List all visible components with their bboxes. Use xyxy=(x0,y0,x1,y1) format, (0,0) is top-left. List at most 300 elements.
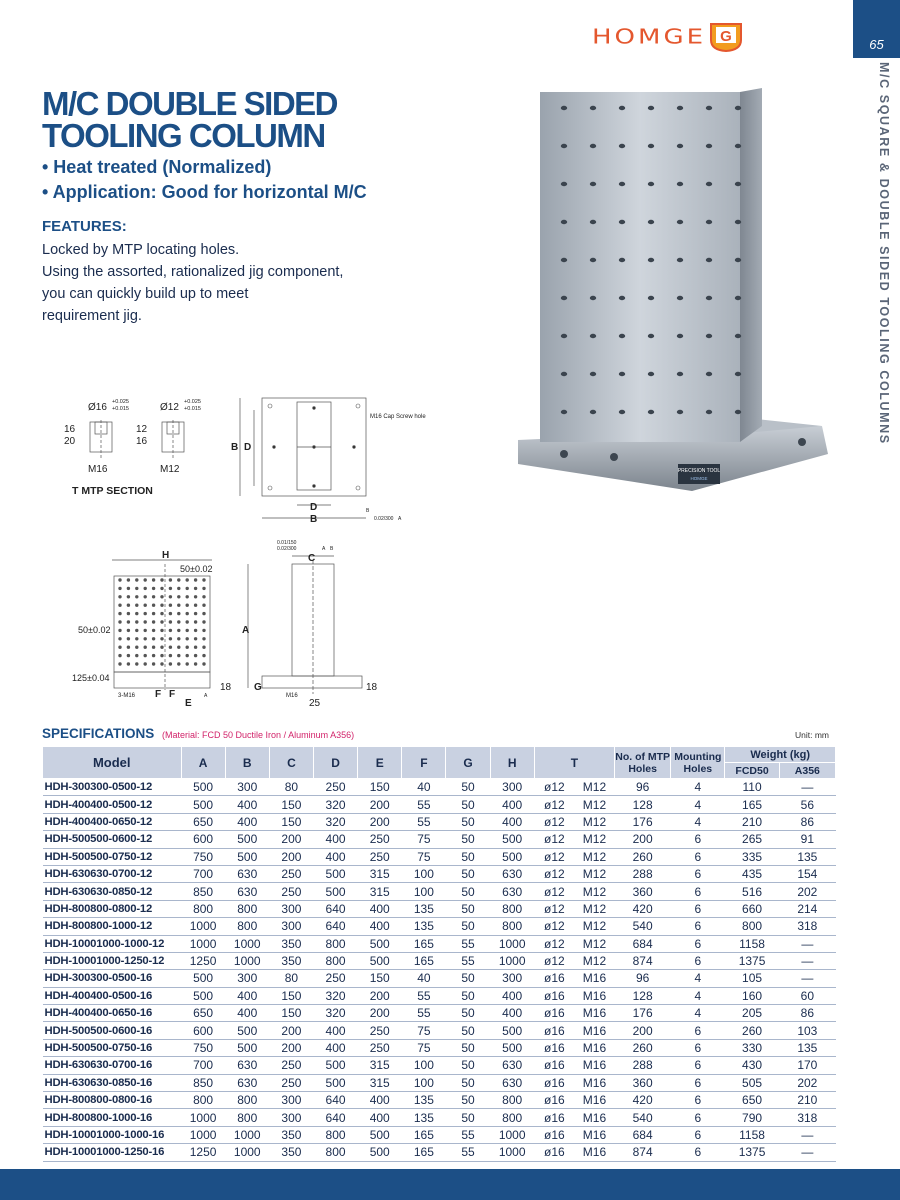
table-row xyxy=(43,1039,836,1056)
table-cell: 6 xyxy=(671,848,725,865)
table-cell: 165 xyxy=(402,935,446,952)
table-cell: 400 xyxy=(490,1005,534,1022)
model-cell: HDH-630630-0850-16 xyxy=(43,1074,182,1091)
drawing-hole xyxy=(186,620,189,623)
drawing-hole xyxy=(186,654,189,657)
model-cell: HDH-800800-1000-16 xyxy=(43,1109,182,1126)
table-cell: ø16 xyxy=(534,1092,574,1109)
table-cell: 96 xyxy=(615,779,671,796)
model-cell: HDH-400400-0500-16 xyxy=(43,987,182,1004)
table-cell: M16 xyxy=(574,1126,614,1143)
table-cell: 430 xyxy=(725,1057,779,1074)
table-cell: ø12 xyxy=(534,952,574,969)
svg-text:F: F xyxy=(169,689,176,700)
table-cell: M16 xyxy=(574,1109,614,1126)
table-row xyxy=(43,1074,836,1091)
table-cell: 4 xyxy=(671,987,725,1004)
model-cell: HDH-400400-0650-12 xyxy=(43,813,182,830)
table-cell: ø16 xyxy=(534,1126,574,1143)
table-cell: 500 xyxy=(313,865,357,882)
feature-line: requirement jig. xyxy=(42,308,142,324)
table-cell: ø12 xyxy=(534,848,574,865)
drawing-hole xyxy=(169,662,172,665)
drawing-hole xyxy=(202,662,205,665)
svg-text:18: 18 xyxy=(366,682,378,693)
table-cell: 800 xyxy=(181,900,225,917)
table-cell: 800 xyxy=(225,900,269,917)
mtp-d12-label: Ø12 xyxy=(160,402,179,413)
table-cell: 500 xyxy=(313,1057,357,1074)
drawing-hole xyxy=(152,662,155,665)
table-cell: 800 xyxy=(225,1092,269,1109)
table-cell: M16 xyxy=(574,1022,614,1039)
table-cell: ø12 xyxy=(534,883,574,900)
drawing-hole xyxy=(177,604,180,607)
table-cell: 800 xyxy=(490,900,534,917)
table-cell: 500 xyxy=(358,952,402,969)
table-cell: 86 xyxy=(779,1005,835,1022)
table-cell: ø12 xyxy=(534,779,574,796)
table-cell: 500 xyxy=(358,935,402,952)
unit-label: Unit: mm xyxy=(795,730,829,740)
drawing-hole xyxy=(194,646,197,649)
table-cell: 400 xyxy=(225,987,269,1004)
drawing-hole xyxy=(202,637,205,640)
drawing-hole xyxy=(194,578,197,581)
table-cell: 200 xyxy=(615,831,671,848)
table-cell: M12 xyxy=(574,935,614,952)
drawing-hole xyxy=(118,620,121,623)
drawing-hole xyxy=(160,646,163,649)
table-row xyxy=(43,1126,836,1143)
table-cell: 800 xyxy=(490,918,534,935)
svg-text:F: F xyxy=(155,689,162,700)
svg-text:12: 12 xyxy=(136,424,148,435)
drawing-hole xyxy=(152,646,155,649)
drawing-hole xyxy=(127,604,130,607)
table-cell: 4 xyxy=(671,779,725,796)
table-cell: 50 xyxy=(446,883,490,900)
table-cell: 315 xyxy=(358,1074,402,1091)
table-cell: 1000 xyxy=(490,1144,534,1161)
table-cell: ø16 xyxy=(534,1057,574,1074)
drawing-hole xyxy=(135,620,138,623)
table-cell: ø12 xyxy=(534,935,574,952)
table-cell: ø16 xyxy=(534,1039,574,1056)
table-cell: 1000 xyxy=(225,1126,269,1143)
table-cell: 200 xyxy=(615,1022,671,1039)
drawing-hole xyxy=(169,612,172,615)
table-cell: 150 xyxy=(269,987,313,1004)
table-cell: 50 xyxy=(446,831,490,848)
table-cell: 4 xyxy=(671,813,725,830)
table-cell: 75 xyxy=(402,848,446,865)
table-cell: 400 xyxy=(358,900,402,917)
table-cell: 300 xyxy=(269,900,313,917)
table-row xyxy=(43,848,836,865)
table-cell: ø16 xyxy=(534,1005,574,1022)
drawing-hole xyxy=(127,637,130,640)
table-cell: 750 xyxy=(181,848,225,865)
svg-text:D: D xyxy=(310,502,318,513)
drawing-hole xyxy=(194,654,197,657)
table-cell: 210 xyxy=(779,1092,835,1109)
table-cell: 850 xyxy=(181,883,225,900)
table-cell: 684 xyxy=(615,1126,671,1143)
table-cell: 400 xyxy=(358,1109,402,1126)
drawing-hole xyxy=(160,578,163,581)
footer-bar xyxy=(0,1169,900,1200)
drawing-hole xyxy=(160,612,163,615)
table-cell: 320 xyxy=(313,1005,357,1022)
table-cell: 50 xyxy=(446,1074,490,1091)
table-cell: 320 xyxy=(313,987,357,1004)
feature-line: Using the assorted, rationalized jig component, xyxy=(42,264,344,280)
table-cell: 150 xyxy=(269,1005,313,1022)
svg-text:M16: M16 xyxy=(88,464,108,475)
drawing-hole xyxy=(144,587,147,590)
col-header-b: B xyxy=(225,747,269,779)
table-cell: M16 xyxy=(574,970,614,987)
table-cell: 684 xyxy=(615,935,671,952)
table-cell: 400 xyxy=(313,831,357,848)
drawing-hole xyxy=(152,629,155,632)
table-cell: 1158 xyxy=(725,935,779,952)
svg-text:B: B xyxy=(231,442,239,453)
col-header-f: F xyxy=(402,747,446,779)
specs-table-body xyxy=(43,779,836,1162)
table-cell: 260 xyxy=(615,1039,671,1056)
drawing-hole xyxy=(118,637,121,640)
table-cell: 435 xyxy=(725,865,779,882)
drawing-hole xyxy=(160,595,163,598)
table-cell: — xyxy=(779,779,835,796)
table-cell: 750 xyxy=(181,1039,225,1056)
drawing-hole xyxy=(177,637,180,640)
table-cell: 318 xyxy=(779,918,835,935)
table-cell: 50 xyxy=(446,1005,490,1022)
col-header-mounting: Mounting Holes xyxy=(671,747,725,779)
svg-text:M16: M16 xyxy=(286,693,298,699)
drawing-hole xyxy=(152,587,155,590)
table-cell: — xyxy=(779,1126,835,1143)
table-cell: 50 xyxy=(446,987,490,1004)
drawing-hole xyxy=(118,595,121,598)
table-cell: M12 xyxy=(574,952,614,969)
table-cell: 500 xyxy=(358,1144,402,1161)
svg-text:A: A xyxy=(204,693,208,699)
svg-text:PRECISION TOOL: PRECISION TOOL xyxy=(677,468,721,474)
svg-text:+0.025: +0.025 xyxy=(112,399,129,405)
drawing-hole xyxy=(177,629,180,632)
table-row xyxy=(43,970,836,987)
drawing-hole xyxy=(177,662,180,665)
svg-text:C: C xyxy=(308,553,316,564)
table-cell: 260 xyxy=(615,848,671,865)
table-row xyxy=(43,883,836,900)
drawing-hole xyxy=(127,595,130,598)
svg-text:D: D xyxy=(244,442,252,453)
table-cell: 200 xyxy=(358,1005,402,1022)
table-cell: 176 xyxy=(615,1005,671,1022)
drawing-hole xyxy=(144,612,147,615)
col-header-c: C xyxy=(269,747,313,779)
drawing-hole xyxy=(135,662,138,665)
svg-text:B: B xyxy=(366,508,370,514)
table-cell: 630 xyxy=(225,883,269,900)
table-cell: 400 xyxy=(490,987,534,1004)
table-cell: 6 xyxy=(671,883,725,900)
table-cell: 1000 xyxy=(181,918,225,935)
table-cell: 630 xyxy=(490,1057,534,1074)
model-cell: HDH-10001000-1000-12 xyxy=(43,935,182,952)
drawing-hole xyxy=(118,654,121,657)
drawing-hole xyxy=(169,620,172,623)
table-cell: 400 xyxy=(225,813,269,830)
table-cell: 205 xyxy=(725,1005,779,1022)
table-cell: 400 xyxy=(358,918,402,935)
model-cell: HDH-300300-0500-16 xyxy=(43,970,182,987)
table-cell: 400 xyxy=(313,1039,357,1056)
table-cell: 100 xyxy=(402,865,446,882)
svg-text:M16 Cap Screw hole: M16 Cap Screw hole xyxy=(370,414,426,420)
table-cell: 600 xyxy=(181,831,225,848)
table-cell: 320 xyxy=(313,813,357,830)
table-cell: 500 xyxy=(313,883,357,900)
col-header-t: T xyxy=(534,747,614,779)
drawing-hole xyxy=(127,654,130,657)
table-cell: 300 xyxy=(269,1109,313,1126)
table-cell: M16 xyxy=(574,1074,614,1091)
table-cell: 500 xyxy=(358,1126,402,1143)
table-row xyxy=(43,1005,836,1022)
table-cell: 1000 xyxy=(490,952,534,969)
table-cell: 874 xyxy=(615,952,671,969)
drawing-hole xyxy=(152,612,155,615)
table-cell: 250 xyxy=(269,1074,313,1091)
table-cell: 135 xyxy=(779,848,835,865)
table-cell: 1158 xyxy=(725,1126,779,1143)
drawing-hole xyxy=(194,629,197,632)
drawing-hole xyxy=(160,637,163,640)
table-row xyxy=(43,831,836,848)
table-cell: 50 xyxy=(446,1057,490,1074)
table-cell: ø16 xyxy=(534,970,574,987)
table-cell: — xyxy=(779,1144,835,1161)
drawing-hole xyxy=(135,612,138,615)
table-cell: 128 xyxy=(615,796,671,813)
table-cell: 660 xyxy=(725,900,779,917)
table-cell: 1000 xyxy=(490,1126,534,1143)
table-cell: 4 xyxy=(671,1005,725,1022)
drawing-hole xyxy=(127,612,130,615)
drawing-hole xyxy=(169,654,172,657)
table-cell: 630 xyxy=(225,1057,269,1074)
table-cell: 500 xyxy=(225,831,269,848)
table-cell: 50 xyxy=(446,1039,490,1056)
svg-text:125±0.04: 125±0.04 xyxy=(72,673,110,683)
table-cell: 540 xyxy=(615,918,671,935)
table-cell: 300 xyxy=(269,1092,313,1109)
drawing-hole xyxy=(160,629,163,632)
drawing-hole xyxy=(144,595,147,598)
table-cell: 6 xyxy=(671,900,725,917)
table-cell: M12 xyxy=(574,779,614,796)
table-cell: 400 xyxy=(490,796,534,813)
table-cell: 300 xyxy=(225,779,269,796)
drawing-hole xyxy=(144,646,147,649)
table-cell: 4 xyxy=(671,970,725,987)
table-cell: ø16 xyxy=(534,1074,574,1091)
table-cell: 800 xyxy=(490,1109,534,1126)
table-cell: 505 xyxy=(725,1074,779,1091)
drawing-hole xyxy=(177,646,180,649)
table-cell: 540 xyxy=(615,1109,671,1126)
table-cell: 1000 xyxy=(181,1126,225,1143)
svg-text:HOMGE: HOMGE xyxy=(690,476,708,481)
table-cell: 500 xyxy=(225,1022,269,1039)
drawing-hole xyxy=(177,587,180,590)
drawing-hole xyxy=(202,646,205,649)
table-cell: 50 xyxy=(446,779,490,796)
table-cell: 800 xyxy=(313,935,357,952)
drawing-hole xyxy=(169,578,172,581)
table-cell: 80 xyxy=(269,779,313,796)
side-section-title: M/C SQUARE & DOUBLE SIDED TOOLING COLUMNS xyxy=(877,62,891,445)
drawing-hole xyxy=(194,620,197,623)
table-cell: 250 xyxy=(358,831,402,848)
col-header-e: E xyxy=(358,747,402,779)
col-header-weight: Weight (kg) xyxy=(725,747,836,763)
table-cell: 150 xyxy=(358,779,402,796)
drawing-hole xyxy=(118,587,121,590)
drawing-hole xyxy=(160,604,163,607)
drawing-hole xyxy=(118,662,121,665)
table-cell: 265 xyxy=(725,831,779,848)
table-cell: ø16 xyxy=(534,1022,574,1039)
table-cell: 50 xyxy=(446,970,490,987)
table-cell: 400 xyxy=(313,1022,357,1039)
table-cell: — xyxy=(779,952,835,969)
table-cell: 630 xyxy=(225,865,269,882)
drawing-hole xyxy=(127,662,130,665)
table-cell: 75 xyxy=(402,1039,446,1056)
svg-text:0.02/300: 0.02/300 xyxy=(374,516,394,522)
col-header-a356: A356 xyxy=(779,763,835,779)
table-cell: 300 xyxy=(269,918,313,935)
table-cell: 103 xyxy=(779,1022,835,1039)
mtp-d16-label: Ø16 xyxy=(88,402,107,413)
table-row xyxy=(43,779,836,796)
table-cell: 135 xyxy=(402,1092,446,1109)
table-cell: ø12 xyxy=(534,831,574,848)
drawing-hole xyxy=(186,595,189,598)
table-cell: 135 xyxy=(402,900,446,917)
table-cell: 650 xyxy=(181,1005,225,1022)
table-cell: 55 xyxy=(402,987,446,1004)
svg-text:B: B xyxy=(330,546,334,552)
table-cell: 154 xyxy=(779,865,835,882)
table-cell: 500 xyxy=(181,796,225,813)
drawing-hole xyxy=(135,587,138,590)
table-cell: 640 xyxy=(313,918,357,935)
specs-material: (Material: FCD 50 Ductile Iron / Aluminum A356) xyxy=(162,730,355,740)
table-cell: 700 xyxy=(181,1057,225,1074)
table-cell: M12 xyxy=(574,900,614,917)
svg-text:A: A xyxy=(398,516,402,522)
table-cell: 250 xyxy=(269,865,313,882)
table-cell: 100 xyxy=(402,883,446,900)
table-cell: 6 xyxy=(671,1057,725,1074)
table-cell: ø12 xyxy=(534,796,574,813)
col-header-model: Model xyxy=(43,747,182,779)
drawing-hole xyxy=(160,662,163,665)
table-cell: 1375 xyxy=(725,1144,779,1161)
table-cell: 640 xyxy=(313,1109,357,1126)
table-cell: 360 xyxy=(615,883,671,900)
table-cell: 40 xyxy=(402,779,446,796)
svg-text:20: 20 xyxy=(64,436,76,447)
drawing-hole xyxy=(194,595,197,598)
drawing-hole xyxy=(127,620,130,623)
drawing-hole xyxy=(127,629,130,632)
table-cell: 600 xyxy=(181,1022,225,1039)
table-cell: 150 xyxy=(269,813,313,830)
drawing-hole xyxy=(186,629,189,632)
drawing-hole xyxy=(118,612,121,615)
table-row xyxy=(43,796,836,813)
model-cell: HDH-630630-0700-16 xyxy=(43,1057,182,1074)
table-cell: 96 xyxy=(615,970,671,987)
svg-text:A: A xyxy=(322,546,326,552)
drawing-hole xyxy=(152,654,155,657)
table-cell: 288 xyxy=(615,865,671,882)
table-cell: 650 xyxy=(181,813,225,830)
drawing-hole xyxy=(177,620,180,623)
table-cell: 202 xyxy=(779,883,835,900)
svg-text:E: E xyxy=(185,698,192,709)
table-row xyxy=(43,1092,836,1109)
table-cell: 50 xyxy=(446,900,490,917)
table-cell: 350 xyxy=(269,935,313,952)
svg-text:+0.015: +0.015 xyxy=(112,406,129,412)
drawing-hole xyxy=(169,587,172,590)
table-cell: 500 xyxy=(225,848,269,865)
svg-text:50±0.02: 50±0.02 xyxy=(180,564,213,574)
col-header-h: H xyxy=(490,747,534,779)
drawing-hole xyxy=(186,637,189,640)
svg-text:25: 25 xyxy=(309,698,321,709)
drawing-hole xyxy=(186,578,189,581)
table-cell: M16 xyxy=(574,1092,614,1109)
model-cell: HDH-800800-0800-16 xyxy=(43,1092,182,1109)
drawing-hole xyxy=(144,604,147,607)
drawing-hole xyxy=(144,654,147,657)
svg-text:+0.015: +0.015 xyxy=(184,406,201,412)
svg-text:M12: M12 xyxy=(160,464,180,475)
table-cell: 360 xyxy=(615,1074,671,1091)
table-cell: 630 xyxy=(490,883,534,900)
table-row xyxy=(43,1022,836,1039)
svg-text:50±0.02: 50±0.02 xyxy=(78,625,111,635)
table-cell: 250 xyxy=(269,1057,313,1074)
drawing-hole xyxy=(177,654,180,657)
drawing-hole xyxy=(144,578,147,581)
table-row xyxy=(43,1057,836,1074)
table-cell: 50 xyxy=(446,813,490,830)
table-cell: 350 xyxy=(269,952,313,969)
drawing-hole xyxy=(169,637,172,640)
